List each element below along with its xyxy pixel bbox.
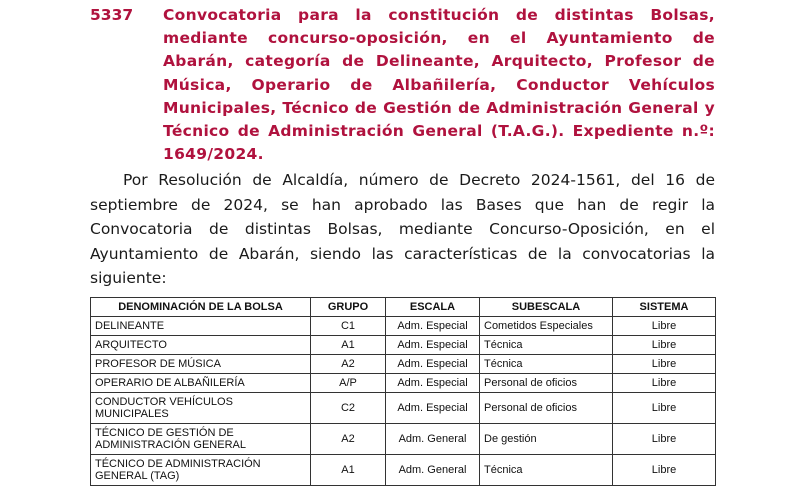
- cell-escala: Adm. General: [386, 424, 480, 455]
- cell-sistema: Libre: [613, 336, 716, 355]
- cell-denominacion: PROFESOR DE MÚSICA: [91, 355, 311, 374]
- cell-sistema: Libre: [613, 393, 716, 424]
- cell-subescala: De gestión: [480, 424, 613, 455]
- table-row: [91, 317, 716, 336]
- header-sistema: SISTEMA: [613, 298, 716, 317]
- table-row: [91, 393, 716, 424]
- cell-subescala: Personal de oficios: [480, 374, 613, 393]
- cell-escala: Adm. Especial: [386, 393, 480, 424]
- cell-escala: Adm. Especial: [386, 317, 480, 336]
- header-subescala: SUBESCALA: [480, 298, 613, 317]
- cell-denominacion: DELINEANTE: [91, 317, 311, 336]
- cell-denominacion: TÉCNICO DE ADMINISTRACIÓN GENERAL (TAG): [91, 455, 311, 486]
- cell-subescala: Técnica: [480, 355, 613, 374]
- body-paragraph: Por Resolución de Alcaldía, número de Decreto 2024-1561, del 16 de septiembre de 2024, se han aprobado las Bases que han de regir la Convocatoria de distintas Bolsas, mediante Concurso-Oposición, en el Ayuntamiento de Abarán, siendo las características de la convocatorias la siguiente:: [90, 171, 715, 287]
- cell-grupo: A/P: [311, 374, 386, 393]
- cell-denominacion: ARQUITECTO: [91, 336, 311, 355]
- header-grupo: GRUPO: [311, 298, 386, 317]
- cell-subescala: Técnica: [480, 455, 613, 486]
- cell-subescala: Cometidos Especiales: [480, 317, 613, 336]
- cell-escala: Adm. Especial: [386, 374, 480, 393]
- cell-sistema: Libre: [613, 455, 716, 486]
- cell-sistema: Libre: [613, 374, 716, 393]
- cell-denominacion: TÉCNICO DE GESTIÓN DE ADMINISTRACIÓN GENERAL: [91, 424, 311, 455]
- cell-grupo: A1: [311, 336, 386, 355]
- table-row: [91, 455, 716, 486]
- announcement-title: Convocatoria para la constitución de distintas Bolsas, mediante concurso-oposición, en el Ayuntamiento de Abarán, categoría de Delineante, Arquitecto, Profesor de Música, Operario de Albañilería, Conductor Vehículos Municipales, Técnico de Gestión de Administración General y Técnico de Administración General (T.A.G.). Expediente n.º: 1649/2024.: [163, 6, 715, 164]
- cell-grupo: C2: [311, 393, 386, 424]
- cell-grupo: A2: [311, 355, 386, 374]
- table-row: [91, 355, 716, 374]
- cell-grupo: A1: [311, 455, 386, 486]
- cell-sistema: Libre: [613, 317, 716, 336]
- cell-escala: Adm. Especial: [386, 355, 480, 374]
- cell-sistema: Libre: [613, 355, 716, 374]
- header-escala: ESCALA: [386, 298, 480, 317]
- table-header-row: [91, 298, 716, 317]
- cell-denominacion: CONDUCTOR VEHÍCULOS MUNICIPALES: [91, 393, 311, 424]
- cell-escala: Adm. General: [386, 455, 480, 486]
- bolsas-table: [90, 297, 716, 486]
- cell-subescala: Personal de oficios: [480, 393, 613, 424]
- announcement-header: [90, 4, 715, 166]
- cell-grupo: C1: [311, 317, 386, 336]
- cell-denominacion: OPERARIO DE ALBAÑILERÍA: [91, 374, 311, 393]
- table-row: [91, 374, 716, 393]
- cell-escala: Adm. Especial: [386, 336, 480, 355]
- table-row: [91, 336, 716, 355]
- cell-subescala: Técnica: [480, 336, 613, 355]
- announcement-number: 5337: [90, 6, 134, 24]
- table-row: [91, 424, 716, 455]
- cell-sistema: Libre: [613, 424, 716, 455]
- header-denominacion: DENOMINACIÓN DE LA BOLSA: [91, 298, 311, 317]
- cell-grupo: A2: [311, 424, 386, 455]
